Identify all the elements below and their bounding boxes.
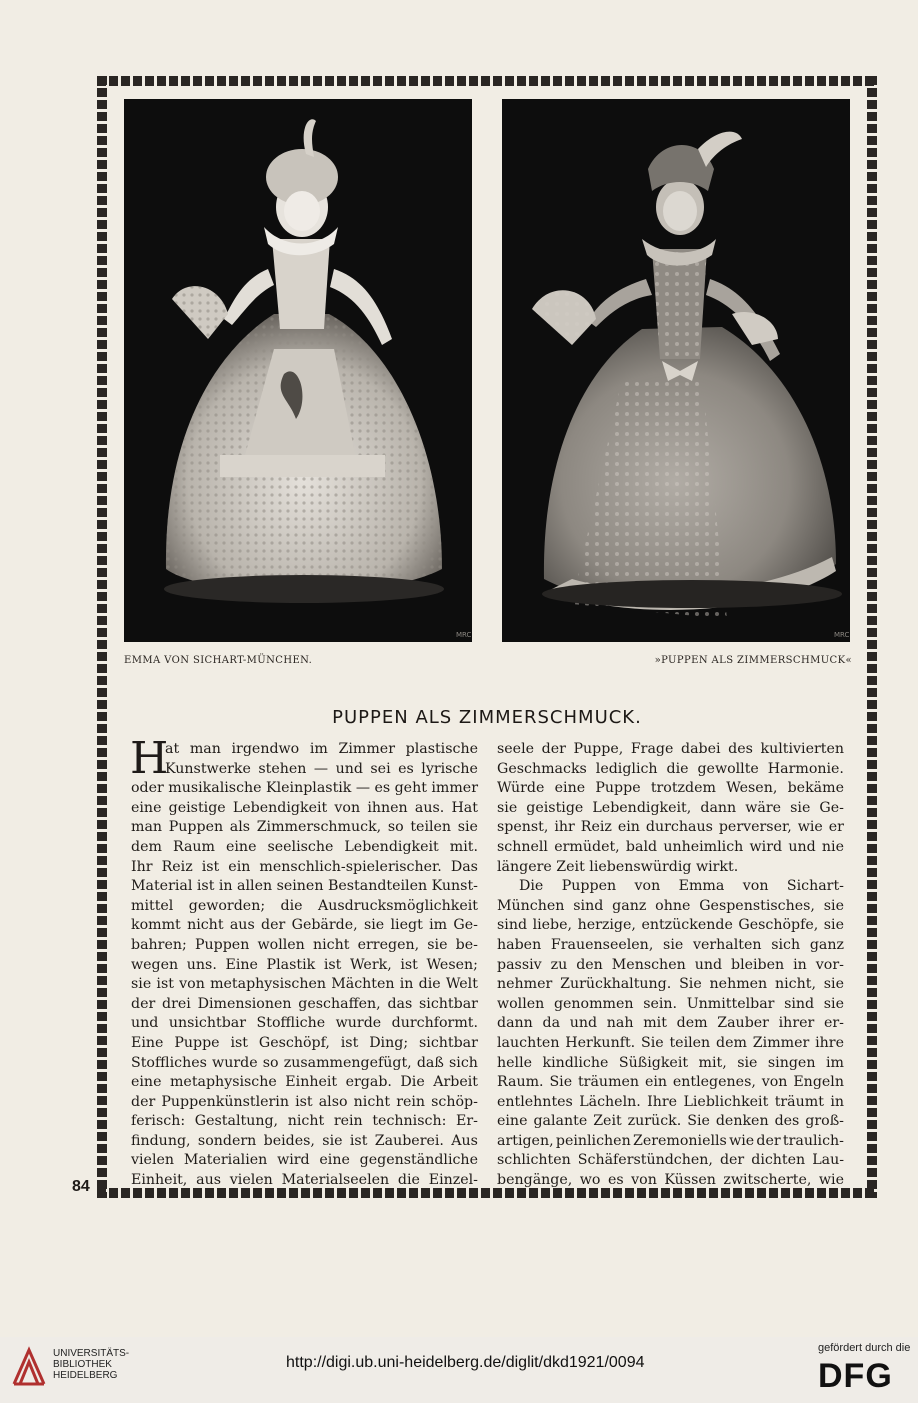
university-library-logo-icon — [12, 1346, 46, 1386]
text-line: Einheit, aus vielen Materialseelen die Einzel- — [131, 1172, 478, 1189]
text-line: schlichten Schäferstündchen, der dichten Lau- — [497, 1152, 844, 1169]
text-line: eine geistige Lebendigkeit von ihnen aus. Hat — [131, 799, 478, 816]
border-left — [97, 76, 107, 1198]
text-line: der Puppenkünstlerin ist also nicht rein schöp- — [131, 1093, 478, 1110]
text-line: man Puppen als Zimmerschmuck, so teilen sie — [131, 819, 478, 836]
permalink-url[interactable]: http://digi.ub.uni-heidelberg.de/diglit/dkd1921/0094 — [286, 1354, 645, 1371]
dropcap: H — [130, 733, 169, 784]
library-name — [53, 1348, 129, 1381]
text-line: München sind ganz ohne Gespenstisches, sie — [497, 897, 844, 914]
text-line: sind liebe, herzige, entzückende Geschöpfe, sie — [497, 917, 844, 934]
text-line: eine galante Zeit zurück. Sie denken des groß- — [497, 1113, 844, 1130]
photo-doll-white-lace — [124, 99, 472, 642]
text-line: helle kindliche Süßigkeit mit, sie singen im — [497, 1054, 844, 1071]
article-title: PUPPEN ALS ZIMMERSCHMUCK. — [332, 707, 642, 728]
photo-caption-artist: EMMA VON SICHART-MÜNCHEN. — [124, 655, 313, 666]
text-line: Raum. Sie träumen ein entlegenes, von Engeln — [497, 1074, 844, 1091]
library-line-2: BIBLIOTHEK — [53, 1359, 112, 1370]
text-line: vielen Materialien wird eine gegenständliche — [131, 1152, 478, 1169]
text-line: bengänge, wo es von Küssen zwitscherte, wie — [497, 1172, 844, 1189]
photo-mark-left: MRC — [456, 631, 472, 639]
text-line: bahren; Puppen wollen nicht erregen, sie be- — [131, 936, 478, 953]
text-line: Kunstwerke stehen — und sei es lyrische — [165, 760, 478, 777]
text-line: Würde eine Puppe trotzdem Wesen, bekäme — [497, 780, 844, 797]
text-line: wollen genommen sein. Unmittelbar sind sie — [497, 995, 844, 1012]
text-line: Ihr Reiz ist ein menschlich-spielerischer. Das — [131, 858, 478, 875]
text-line: haben Frauenseelen, sie verhalten sich ganz — [497, 936, 844, 953]
text-column-right — [497, 740, 844, 1191]
text-line: eine metaphysische Einheit ergab. Die Arbeit — [131, 1074, 478, 1091]
text-line: at man irgendwo im Zimmer plastische — [165, 741, 478, 757]
text-line: artigen, peinlichen Zeremoniells wie der traulich- — [497, 1132, 844, 1149]
text-line: spenst, ihr Reiz ein durchaus perverser, wie er — [497, 819, 844, 836]
library-line-1: UNIVERSITÄTS- — [53, 1348, 130, 1359]
border-top — [97, 76, 877, 86]
text-line: dem Raum eine seelische Lebendigkeit mit. — [131, 838, 478, 855]
digital-library-footer — [0, 1337, 918, 1403]
text-line: Geschmacks lediglich die gewollte Harmonie. — [497, 760, 844, 777]
text-line: entlehntes Lächeln. Ihre Lieblichkeit träumt in — [497, 1093, 844, 1110]
photo-mark-right: MRC — [834, 631, 850, 639]
text-line: passiv zu den Menschen und bleiben in vor- — [497, 956, 844, 973]
text-line: seele der Puppe, Frage dabei des kultivierten — [497, 741, 844, 757]
photo-caption-title: »PUPPEN ALS ZIMMERSCHMUCK« — [654, 655, 852, 666]
text-line: sie ist von metaphysischen Mächten in die Welt — [131, 976, 478, 993]
border-right — [867, 76, 877, 1198]
page-number: 84 — [72, 1178, 90, 1195]
dfg-logo: DFG — [818, 1357, 893, 1395]
text-line: wegen uns. Eine Plastik ist Werk, ist Wesen; — [131, 956, 478, 973]
text-line: findung, sondern beides, sie ist Zauberei. Aus — [131, 1132, 478, 1149]
text-line: ferisch: Gestaltung, nicht rein technisch: Er- — [131, 1113, 478, 1130]
text-line: Die Puppen von Emma von Sichart- — [519, 878, 844, 895]
text-line: Stoffliches wurde so zusammengefügt, daß sich — [131, 1054, 478, 1071]
text-line: längere Zeit liebenswürdig wirkt. — [497, 858, 739, 875]
text-line: lauchten Herkunft. Sie teilen dem Zimmer ihre — [497, 1034, 844, 1051]
text-line: der drei Dimensionen geschaffen, das sichtbar — [131, 995, 478, 1012]
funded-by-label: gefördert durch die — [818, 1342, 911, 1354]
text-line: dann da und nah mit dem Zauber ihrer er- — [497, 1015, 844, 1032]
photo-doll-brocade — [502, 99, 850, 642]
text-line: kommt nicht aus der Gebärde, sie liegt im Ge- — [131, 917, 478, 934]
text-line: schnell ermüdet, bald unheimlich wird und nie — [497, 838, 844, 855]
text-column-left — [130, 733, 478, 1191]
text-line: Material ist in allen seinen Bestandteilen Kunst- — [131, 878, 478, 895]
text-line: und unsichtbar Stoffliche wurde durchformt. — [131, 1015, 478, 1032]
text-line: Eine Puppe ist Geschöpf, ist Ding; sichtbar — [131, 1034, 478, 1051]
text-line: sie geistige Lebendigkeit, dann wäre sie Ge- — [497, 799, 844, 816]
text-line: mittel geworden; die Ausdrucksmöglichkeit — [131, 897, 478, 914]
library-line-3: HEIDELBERG — [53, 1370, 118, 1381]
text-line: oder musikalische Kleinplastik — es geht immer — [131, 780, 478, 797]
text-line: nehmer Zurückhaltung. Sie nehmen nicht, sie — [497, 976, 844, 993]
